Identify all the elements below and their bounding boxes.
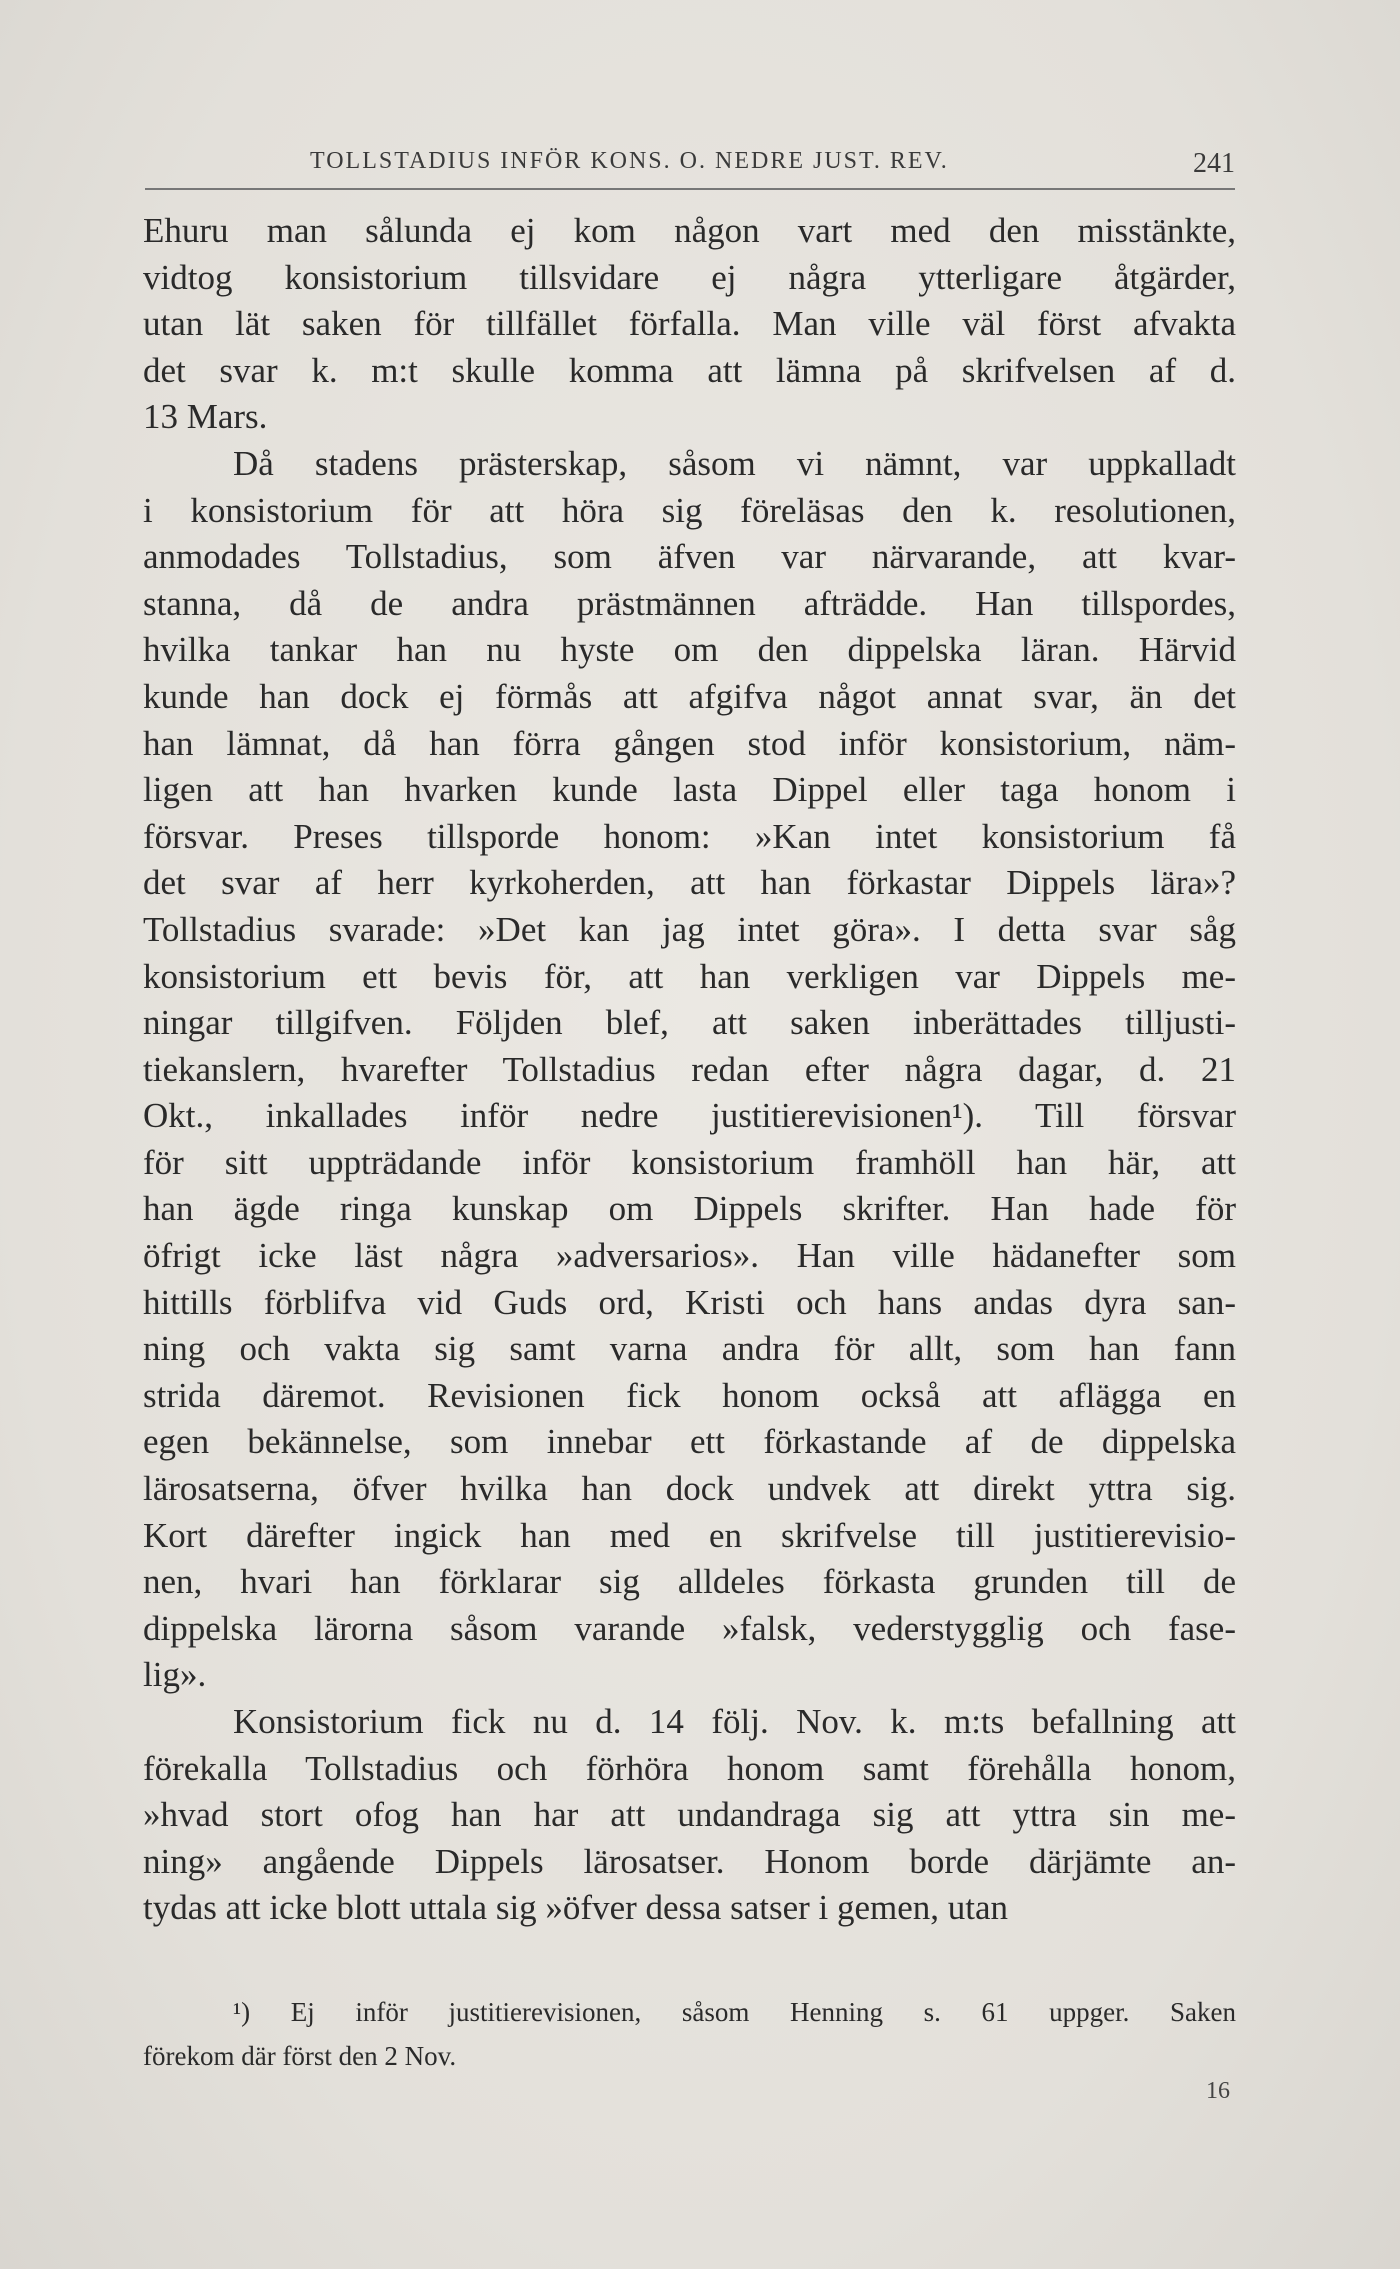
text-line: stanna, då de andra prästmännen afträdde. Han tillspordes, (143, 583, 1236, 623)
text-line: hvilka tankar han nu hyste om den dippelska läran. Härvid (143, 630, 1236, 670)
text-line: för sitt uppträdande inför konsistorium framhöll han här, att (143, 1142, 1236, 1182)
text-line: öfrigt icke läst några »adversarios». Han ville hädanefter som (143, 1236, 1236, 1276)
text-line: Okt., inkallades inför nedre justitierevisionen¹). Till försvar (143, 1096, 1236, 1136)
text-line: Då stadens prästerskap, såsom vi nämnt, var uppkalladt (233, 443, 1236, 483)
paragraph (143, 441, 1236, 1699)
text-line: Konsistorium fick nu d. 14 följ. Nov. k. m:ts befallning att (233, 1702, 1236, 1741)
text-line: 13 Mars. (143, 397, 268, 437)
text-line: Kort därefter ingick han med en skrifvelse till justitierevisio- (143, 1515, 1236, 1555)
signature-mark: 16 (1206, 2078, 1230, 2104)
text-line: strida däremot. Revisionen fick honom också att aflägga en (143, 1375, 1236, 1415)
text-line: ligen att han hvarken kunde lasta Dippel eller taga honom i (143, 770, 1236, 810)
text-line: hittills förblifva vid Guds ord, Kristi och hans andas dyra san- (143, 1282, 1236, 1322)
text-line: ningar tillgifven. Följden blef, att saken inberättades tilljusti- (143, 1003, 1236, 1043)
text-line: utan lät saken för tillfället förfalla. Man ville väl först afvakta (143, 304, 1236, 344)
footnote-line: ¹) Ej inför justitierevisionen, såsom Henning s. 61 uppger. Saken (233, 1997, 1236, 2027)
text-line: förekalla Tollstadius och förhöra honom samt förehålla honom, (143, 1748, 1236, 1788)
body-text (143, 208, 1236, 1932)
text-line: konsistorium ett bevis för, att han verkligen var Dippels me- (143, 956, 1236, 996)
text-line: i konsistorium för att höra sig föreläsas den k. resolutionen, (143, 490, 1236, 530)
text-line: anmodades Tollstadius, som äfven var närvarande, att kvar- (143, 537, 1236, 577)
text-line: försvar. Preses tillsporde honom: »Kan intet konsistorium få (143, 816, 1236, 856)
text-line: han lämnat, då han förra gången stod inför konsistorium, näm- (143, 723, 1236, 763)
text-line: det svar af herr kyrkoherden, att han förkastar Dippels lära»? (143, 863, 1236, 903)
text-line: han ägde ringa kunskap om Dippels skrifter. Han hade för (143, 1189, 1236, 1229)
paragraph (143, 1699, 1236, 1932)
text-line: ning och vakta sig samt varna andra för allt, som han fann (143, 1329, 1236, 1369)
text-line: kunde han dock ej förmås att afgifva något annat svar, än det (143, 676, 1236, 716)
text-line: nen, hvari han förklarar sig alldeles förkasta grunden till de (143, 1562, 1236, 1602)
running-head: TOLLSTADIUS INFÖR KONS. O. NEDRE JUST. REV. (310, 148, 949, 174)
footnote-line: förekom där först den 2 Nov. (143, 2041, 457, 2071)
paragraph (143, 208, 1236, 441)
text-line: Tollstadius svarade: »Det kan jag intet göra». I detta svar såg (143, 909, 1236, 949)
text-line: lärosatserna, öfver hvilka han dock undvek att direkt yttra sig. (143, 1469, 1236, 1509)
text-line: vidtog konsistorium tillsvidare ej några ytterligare åtgärder, (143, 257, 1236, 297)
text-line: egen bekännelse, som innebar ett förkastande af de dippelska (143, 1422, 1236, 1462)
text-line: dippelska lärorna såsom varande »falsk, vederstygglig och fase- (143, 1608, 1236, 1648)
text-line: ning» angående Dippels lärosatser. Honom borde därjämte an- (143, 1841, 1236, 1881)
text-line: »hvad stort ofog han har att undandraga sig att yttra sin me- (143, 1795, 1236, 1835)
text-line: tydas att icke blott uttala sig »öfver dessa satser i gemen, utan (143, 1888, 1009, 1928)
text-line: det svar k. m:t skulle komma att lämna på skrifvelsen af d. (143, 350, 1236, 390)
page-header (145, 148, 1235, 190)
text-line: tiekanslern, hvarefter Tollstadius redan efter några dagar, d. 21 (143, 1049, 1236, 1089)
text-line: Ehuru man sålunda ej kom någon vart med den misstänkte, (143, 211, 1236, 250)
page-number: 241 (1193, 148, 1235, 179)
text-line: lig». (143, 1655, 207, 1695)
footnotes (143, 1990, 1236, 2078)
